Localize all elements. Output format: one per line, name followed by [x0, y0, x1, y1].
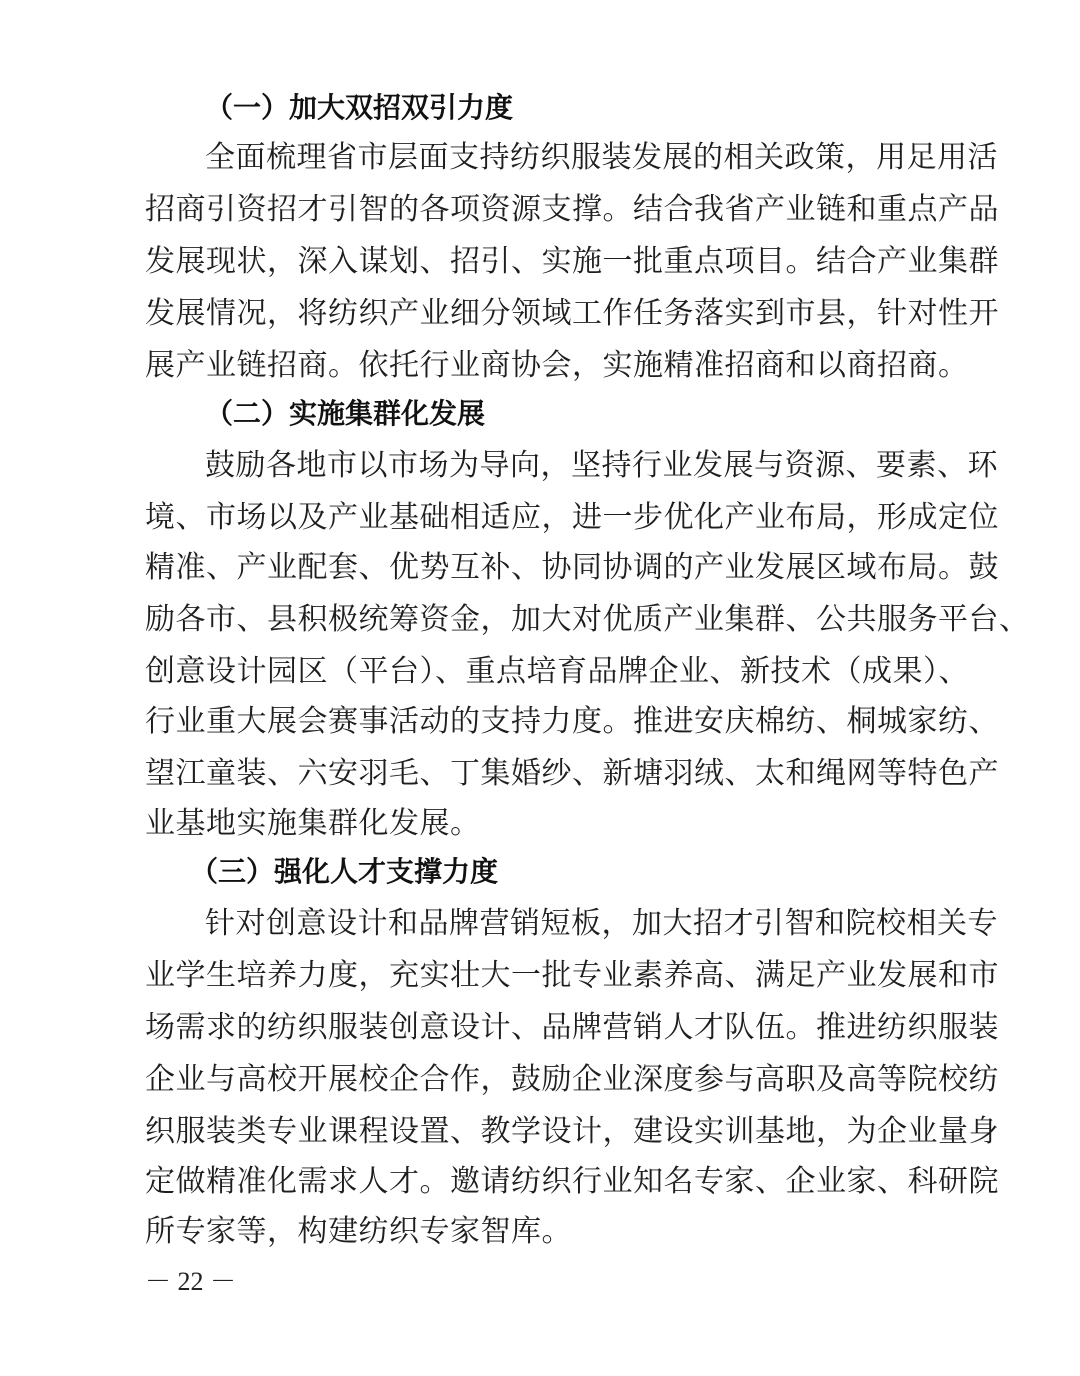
paragraph-line: 业学生培养力度，充实壮大一批专业素养高、满足产业发展和市	[145, 958, 999, 993]
paragraph-line: 精准、产业配套、优势互补、协同协调的产业发展区域布局。鼓	[145, 550, 999, 585]
section-heading-3: （三）强化人才支撑力度	[190, 855, 499, 888]
paragraph-line: 行业重大展会赛事活动的支持力度。推进安庆棉纺、桐城家纺、	[145, 704, 999, 739]
paragraph-line: 望江童装、六安羽毛、丁集婚纱、新塘羽绒、太和绳网等特色产	[145, 756, 999, 791]
paragraph-line: 所专家等，构建纺织专家智库。	[145, 1214, 572, 1249]
paragraph-line: 境、市场以及产业基础相适应，进一步优化产业布局，形成定位	[145, 500, 999, 535]
section-heading-1: （一）加大双招双引力度	[205, 91, 514, 124]
paragraph-line: 织服装类专业课程设置、教学设计，建设实训基地，为企业量身	[145, 1114, 999, 1149]
section-heading-2: （二）实施集群化发展	[205, 397, 486, 430]
paragraph-line: 创意设计园区（平台）、重点培育品牌企业、新技术（成果）、	[145, 654, 969, 689]
paragraph-line: 展产业链招商。依托行业商协会，实施精准招商和以商招商。	[145, 348, 969, 383]
paragraph-line: 励各市、县积极统筹资金，加大对优质产业集群、公共服务平台、	[145, 602, 1030, 637]
paragraph-line: 定做精准化需求人才。邀请纺织行业知名专家、企业家、科研院	[145, 1164, 999, 1199]
paragraph-line: 业基地实施集群化发展。	[145, 806, 481, 841]
paragraph-line: 场需求的纺织服装创意设计、品牌营销人才队伍。推进纺织服装	[145, 1010, 999, 1045]
paragraph-line: 全面梳理省市层面支持纺织服装发展的相关政策，用足用活	[205, 140, 998, 175]
paragraph-line: 企业与高校开展校企合作，鼓励企业深度参与高职及高等院校纺	[145, 1062, 999, 1097]
paragraph-line: 针对创意设计和品牌营销短板，加大招才引智和院校相关专	[205, 906, 998, 941]
paragraph-line: 发展现状，深入谋划、招引、实施一批重点项目。结合产业集群	[145, 244, 999, 279]
paragraph-line: 鼓励各地市以市场为导向，坚持行业发展与资源、要素、环	[205, 448, 998, 483]
paragraph-line: 发展情况，将纺织产业细分领域工作任务落实到市县，针对性开	[145, 296, 999, 331]
paragraph-line: 招商引资招才引智的各项资源支撑。结合我省产业链和重点产品	[145, 192, 999, 227]
page-number: － 22 －	[145, 1267, 237, 1296]
